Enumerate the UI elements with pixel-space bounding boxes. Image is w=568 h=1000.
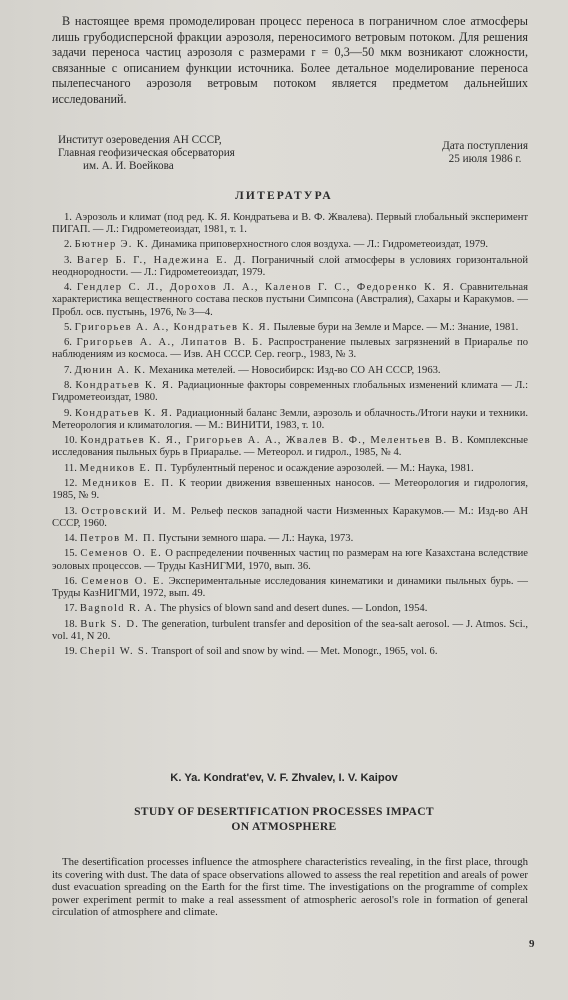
reference-title: Экспериментальные исследования кинематики и динамики пыльных бурь. — Труды КазНИГМИ, 1972, вып. 49. [52, 575, 529, 599]
reference-authors: Бютнер Э. К. [74, 239, 150, 251]
reference-title: Динамика приповерхностного слоя воздуха. — Л.: Гидрометеоиздат, 1979. [151, 239, 489, 251]
reference-authors: Кондратьев К. Я. [75, 380, 175, 392]
received-date-block [442, 140, 528, 166]
reference-item [52, 282, 528, 318]
reference-title: Распространение пылевых загрязнений в Приаралье по наблюдениям из космоса. — Изв. АН СССР. Сер. геогр., 1983, № 3. [52, 337, 528, 361]
reference-title: Аэрозоль и климат (под ред. К. Я. Кондратьева и В. Ф. Жвалева). Первый глобальный эксперимент ПИГАП. — Л.: Гидрометеоиздат, 1981, т. 1. [52, 212, 529, 236]
reference-item [52, 239, 528, 251]
english-title-line: STUDY OF DESERTIFICATION PROCESSES IMPACT [134, 805, 434, 818]
reference-item [52, 603, 528, 615]
reference-item [52, 478, 528, 502]
reference-authors: Вагер Б. Г., Надежина Е. Д. [76, 254, 247, 266]
reference-item [52, 463, 528, 475]
reference-title: К теории движения взвешенных наносов. — Метеорология и гидрология, 1985, № 9. [52, 478, 528, 502]
reference-item [52, 548, 528, 572]
english-title [0, 804, 568, 834]
reference-authors: Кондратьев К. Я. [75, 407, 174, 419]
reference-item [52, 337, 528, 361]
affiliation-block [58, 134, 235, 173]
reference-authors: Chepil W. S. [79, 646, 150, 658]
reference-title: Радиационный баланс Земли, аэрозоль и облачность./Итоги науки и техники. Метеорология и климатология. — М.: ВИНИТИ, 1983, т. 10. [52, 407, 529, 431]
reference-authors: Семенов О. Е. [80, 548, 163, 560]
reference-title: The generation, turbulent transfer and deposition of the sea-salt aerosol. — J. Atmos. Sci., vol. 41, N 20. [52, 618, 528, 642]
reference-title: Рельеф песков западной части Низменных Каракумов.— М.: Изд-во АН СССР, 1960. [52, 505, 529, 529]
reference-number: 2. [64, 239, 75, 251]
reference-item [52, 619, 528, 643]
reference-authors: Гендлер С. Л., Дорохов Л. А., Каленов Г. С., Федоренко К. Я. [76, 282, 455, 294]
reference-title: Турбулентный перенос и осаждение аэрозолей. — М.: Наука, 1981. [170, 462, 474, 474]
reference-number: 3. [64, 254, 77, 266]
reference-title: Комплексные исследования пыльных бурь в Приаралье. — Метеорол. и гидрол., 1985, № 4. [52, 435, 528, 459]
english-abstract: The desertification processes influence the atmosphere characteristics revealing, in the first place, through its covering with dust. The data of space observations allowed to assess the real repetition and areals of power dust evacuation spreading on the Earth for the first time. The investigations on the programme of complex power experiment permit to make a real assessment of atmospheric aerosol's role in formation of general circulation of atmosphere and climate. [52, 856, 528, 919]
reference-item [52, 435, 528, 459]
reference-authors: Григорьев А. А., Липатов В. Б. [76, 337, 264, 349]
reference-title: О распределении почвенных частиц по размерам на юге Казахстана вследствие эоловых процессов. — Труды КазНИГМИ, 1970, вып. 36. [52, 548, 528, 572]
page-number: 9 [529, 938, 535, 950]
reference-item [52, 506, 528, 530]
english-title-line: ON ATMOSPHERE [231, 820, 337, 833]
reference-number: 6. [64, 337, 77, 349]
reference-item [52, 533, 528, 545]
reference-authors: Островский И. М. [81, 505, 187, 517]
reference-number: 16. [64, 575, 82, 587]
reference-authors: Медников Е. П. [79, 462, 168, 474]
reference-number: 18. [64, 618, 81, 630]
reference-authors: Кондратьев К. Я., Григорьев А. А., Жвалев В. Ф., Мелентьев В. В. [80, 435, 464, 447]
reference-authors: Bagnold R. A. [79, 603, 158, 615]
reference-title: Пустыни земного шара. — Л.: Наука, 1973. [158, 533, 354, 545]
reference-authors: Дюнин А. К. [74, 364, 147, 376]
english-authors: K. Ya. Kondrat'ev, V. F. Zhvalev, I. V. Kaipov [170, 772, 398, 784]
received-date: 25 июля 1986 г. [448, 153, 522, 165]
reference-number: 4. [64, 282, 77, 294]
reference-item [52, 212, 528, 236]
affiliation-line: Институт озероведения АН СССР, [58, 134, 222, 146]
reference-number: 10. [64, 435, 81, 447]
reference-item [52, 322, 528, 334]
reference-number: 15. [64, 548, 81, 560]
reference-number: 11. [64, 462, 80, 474]
reference-title: Transport of soil and snow by wind. — Met. Monogr., 1965, vol. 6. [151, 646, 438, 658]
literature-heading: ЛИТЕРАТУРА [235, 190, 333, 202]
reference-item [52, 576, 528, 600]
reference-authors: Медников Е. П. [81, 478, 175, 490]
reference-number: 12. [64, 478, 82, 490]
reference-number: 13. [64, 505, 82, 517]
reference-number: 17. [64, 603, 80, 615]
reference-item [52, 646, 528, 658]
reference-number: 9. [64, 407, 75, 419]
reference-number: 7. [64, 364, 75, 376]
reference-title: The physics of blown sand and desert dunes. — London, 1954. [159, 603, 428, 615]
reference-number: 14. [64, 533, 80, 545]
reference-authors: Burk S. D. [80, 618, 140, 630]
reference-list [52, 212, 528, 662]
reference-authors: Петров М. П. [79, 533, 156, 545]
reference-authors: Семенов О. Е. [81, 575, 165, 587]
reference-title: Пограничный слой атмосферы в условиях горизонтальной неоднородности. — Л.: Гидрометеоиздат, 1979. [52, 254, 528, 278]
reference-authors: Григорьев А. А., Кондратьев К. Я. [74, 321, 271, 333]
reference-item [52, 365, 528, 377]
reference-title: Пылевые бури на Земле и Марсе. — М.: Знание, 1981. [273, 321, 519, 333]
reference-item [52, 408, 528, 432]
reference-title: Механика метелей. — Новосибирск: Изд-во СО АН СССР, 1963. [149, 364, 441, 376]
received-label: Дата поступления [442, 140, 528, 152]
reference-title: Радиационные факторы современных глобальных изменений климата — Л.: Гидрометеоиздат, 1980. [52, 380, 529, 404]
reference-number: 8. [64, 380, 76, 392]
reference-title: Сравнительная характеристика вещественного состава песков пустыни Симпсона (Австралия), Сахары и Каракумов. — Пробл. осв. пустынь, 1976, № 3—4. [52, 282, 529, 318]
reference-number: 19. [64, 646, 80, 658]
reference-item [52, 255, 528, 279]
affiliation-line: Главная геофизическая обсерватория [58, 147, 235, 159]
reference-item [52, 380, 528, 404]
affiliation-line: им. А. И. Воейкова [83, 160, 174, 172]
intro-paragraph: В настоящее время промоделирован процесс переноса в пограничном слое атмосферы лишь грубодисперсной фракции аэрозоля, переносимого ветровым потоком. Для решения задачи переноса частиц аэрозоля с размерами r = 0,3—50 мкм возникают сложности, связанные с описанием функции источника. Более детальное моделирование переноса пылепесчаного аэрозоля ветровым потоком является предметом дальнейших исследований. [52, 14, 528, 106]
reference-number: 1. [64, 212, 76, 223]
reference-number: 5. [64, 321, 75, 333]
